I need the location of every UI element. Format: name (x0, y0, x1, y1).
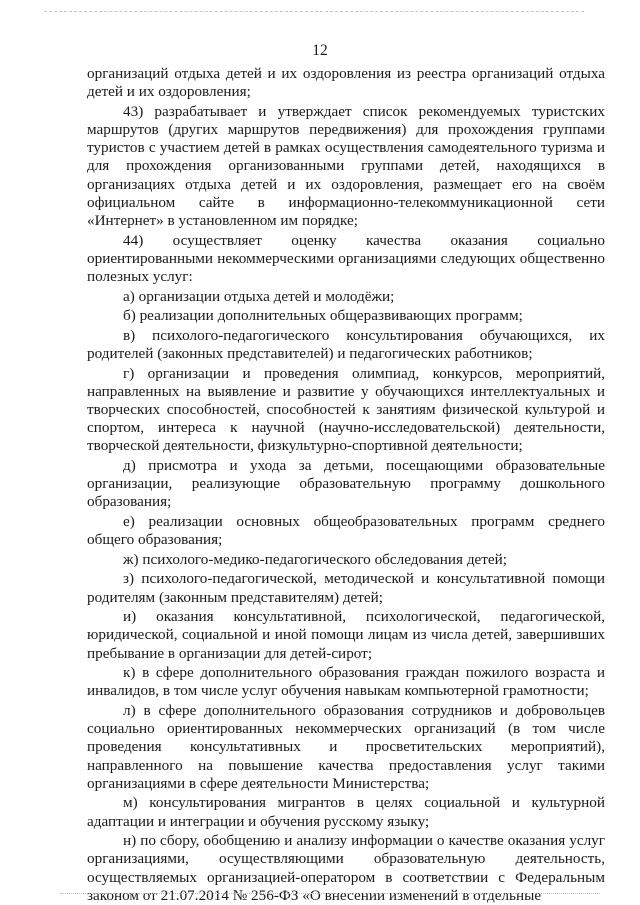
paragraph: а) организации отдыха детей и молодёжи; (123, 287, 395, 305)
paragraph: б) реализации дополнительных общеразвивающих программ; (123, 307, 523, 325)
paragraph: е) реализации основных общеобразовательных программ среднего общего образования; (87, 513, 605, 549)
paragraph: з) психолого-педагогической, методической и консультативной помощи родителям (законным представителям) детей; (87, 570, 605, 606)
paragraph: н) по сбору, обобщению и анализу информации о качестве оказания услуг организациями, осуществляющими образовательную деятельность, осуществляемых организацией-оператором в соответствии с Федеральным законом от 21.07.2014 № 256-ФЗ «О внесении изменений в отдельные (87, 832, 605, 904)
paragraph: д) присмотра и ухода за детьми, посещающими образовательные организации, реализующие образовательную программу дошкольного образования; (87, 457, 605, 511)
paragraph: и) оказания консультативной, психологической, педагогической, юридической, социальной и иной помощи лицам из числа детей, завершивших пребывание в организации для детей-сирот; (87, 608, 605, 662)
page-number: 12 (312, 42, 328, 59)
paragraph: к) в сфере дополнительного образования граждан пожилого возраста и инвалидов, в том числе услуг обучения навыкам компьютерной грамотности; (87, 664, 605, 700)
document-body (87, 65, 605, 905)
paragraph: 43) разрабатывает и утверждает список рекомендуемых туристских маршрутов (других маршрутов передвижения) для прохождения группами туристов с участием детей в рамках осуществления самодеятельного туризма и для прохождения организованными группами детей, находящихся в организациях отдыха детей и их оздоровления, размещает его на своём официальном сайте в информационно-телекоммуникационной сети «Интернет» в установленном им порядке; (87, 102, 605, 230)
scan-edge-line (60, 893, 600, 894)
paragraph: м) консультирования мигрантов в целях социальной и культурной адаптации и интеграции и обучения русскому языку; (87, 794, 605, 830)
paragraph: ж) психолого-медико-педагогического обследования детей; (123, 550, 508, 568)
paragraph: 44) осуществляет оценку качества оказания социально ориентированными некоммерческими организациями следующих общественно полезных услуг: (87, 231, 605, 286)
scan-artifact-top (0, 0, 640, 16)
paragraph: организаций отдыха детей и их оздоровления из реестра организаций отдыха детей и их оздоровления; (87, 65, 605, 101)
paragraph: г) организации и проведения олимпиад, конкурсов, мероприятий, направленных на выявление и развитие у обучающихся интеллектуальных и творческих способностей, способностей к занятиям физической культурой и спортом, интереса к научной (научно-исследовательской) деятельности, творческой деятельности, физкультурно-спортивной деятельности; (87, 364, 605, 455)
paragraph: л) в сфере дополнительного образования сотрудников и добровольцев социально ориентированных некоммерческих организаций (в том числе проведения консультативных и просветительских мероприятий), направленного на повышение качества предоставления услуг такими организациями в сфере деятельности Министерства; (87, 701, 605, 792)
scan-artifact-bottom (0, 886, 640, 905)
scan-edge-line (44, 11, 584, 12)
paragraph: в) психолого-педагогического консультирования обучающихся, их родителей (законных представителей) и педагогических работников; (87, 326, 605, 362)
